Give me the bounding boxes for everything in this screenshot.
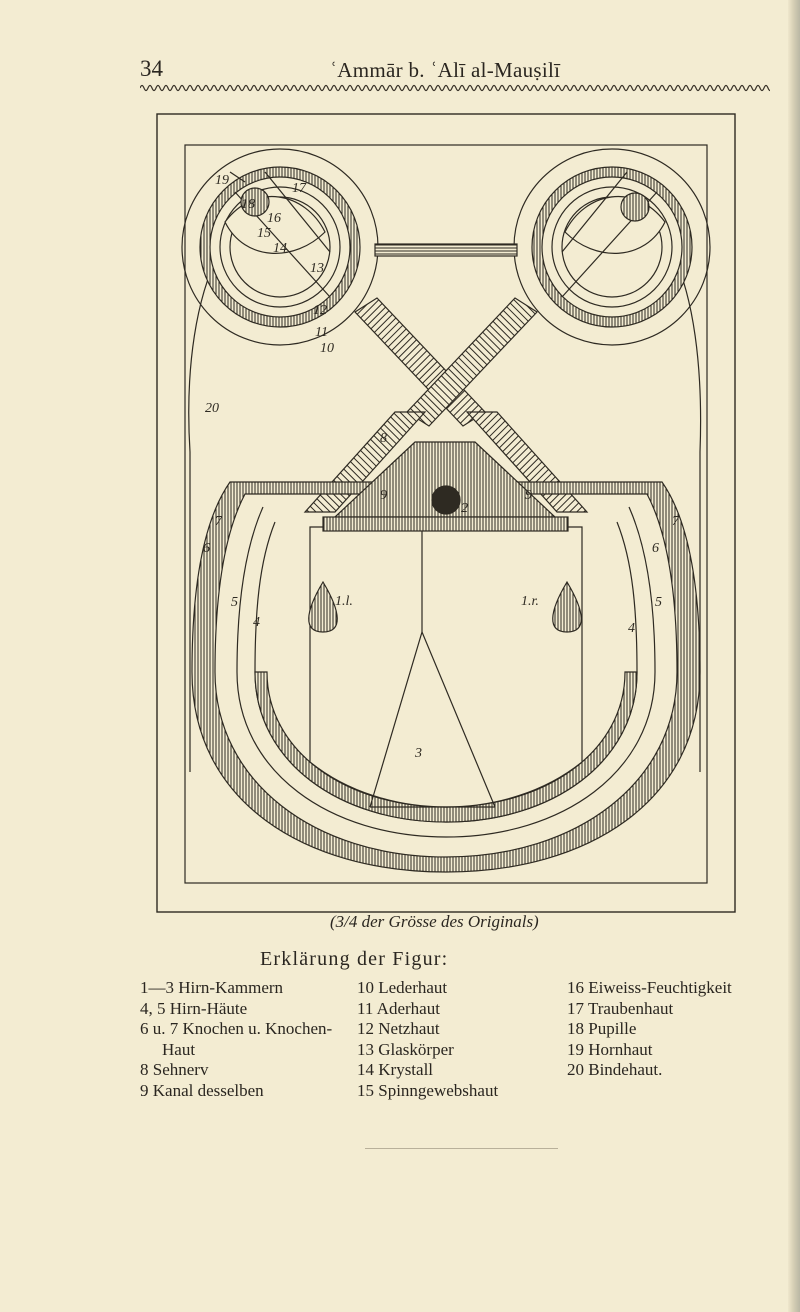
label-7-left: 7 [215, 514, 222, 529]
right-eye [514, 149, 710, 345]
legend-item: 8 Sehnerv [140, 1060, 209, 1080]
label-20: 20 [205, 401, 219, 416]
label-2: 2 [461, 501, 468, 516]
label-6-left: 6 [203, 541, 210, 556]
label-10: 10 [320, 341, 334, 356]
label-9-right: 9 [525, 488, 532, 503]
page-edge [788, 0, 800, 1312]
legend-column-2 [357, 978, 498, 1102]
legend-heading: Erklärung der Figur: [260, 948, 449, 970]
legend-column-1 [140, 978, 332, 1102]
ventricles [309, 442, 582, 807]
figure-caption: (3/4 der Grösse des Originals) [330, 912, 539, 931]
page-number: 34 [140, 56, 163, 81]
label-5-left: 5 [231, 595, 238, 610]
ornamental-rule [140, 82, 770, 94]
eye-bridge [375, 244, 517, 256]
label-15: 15 [257, 226, 271, 241]
label-8: 8 [380, 431, 387, 446]
label-4-right: 4 [628, 621, 635, 636]
legend-item: 11 Aderhaut [357, 998, 440, 1018]
label-3: 3 [415, 746, 422, 761]
label-11: 11 [315, 325, 328, 340]
legend-item: 10 Lederhaut [357, 978, 448, 997]
label-14: 14 [273, 241, 287, 256]
label-16: 16 [267, 211, 281, 226]
eye-brain-diagram [155, 112, 737, 914]
label-13: 13 [310, 261, 324, 276]
legend-item: 4, 5 Hirn-Häute [140, 998, 248, 1018]
legend-item: 16 Eiweiss-Feuchtigkeit [567, 978, 732, 997]
label-4-left: 4 [253, 615, 260, 630]
legend-item: 18 Pupille [567, 1019, 637, 1039]
legend-item: 9 Kanal desselben [140, 1080, 264, 1100]
label-19: 19 [215, 173, 229, 188]
label-7-right: 7 [672, 514, 679, 529]
label-18: 18 [241, 197, 255, 212]
legend-item: 14 Krystall [357, 1060, 434, 1080]
legend-item: 1—3 Hirn-Kammern [140, 978, 284, 997]
legend-item: 20 Bindehaut. [567, 1060, 663, 1080]
label-6-right: 6 [652, 541, 659, 556]
label-12: 12 [313, 303, 327, 318]
running-head: ʿAmmār b. ʿAlī al-Mauṣilī [330, 58, 561, 82]
legend-item: 19 Hornhaut [567, 1039, 653, 1059]
legend-item: 17 Traubenhaut [567, 998, 674, 1018]
bottom-rule [365, 1148, 558, 1149]
label-17: 17 [292, 181, 306, 196]
label-1r: 1.r. [521, 594, 539, 609]
legend-column-3 [567, 978, 732, 1081]
label-5-right: 5 [655, 595, 662, 610]
legend-item: 12 Netzhaut [357, 1019, 440, 1039]
legend-item: 15 Spinngewebshaut [357, 1080, 499, 1100]
legend-item: Haut [162, 1039, 196, 1059]
legend-item: 13 Glaskörper [357, 1039, 454, 1059]
label-1l: 1.l. [335, 594, 353, 609]
label-9-left: 9 [380, 488, 387, 503]
legend-item: 6 u. 7 Knochen u. Knochen- [140, 1019, 333, 1039]
